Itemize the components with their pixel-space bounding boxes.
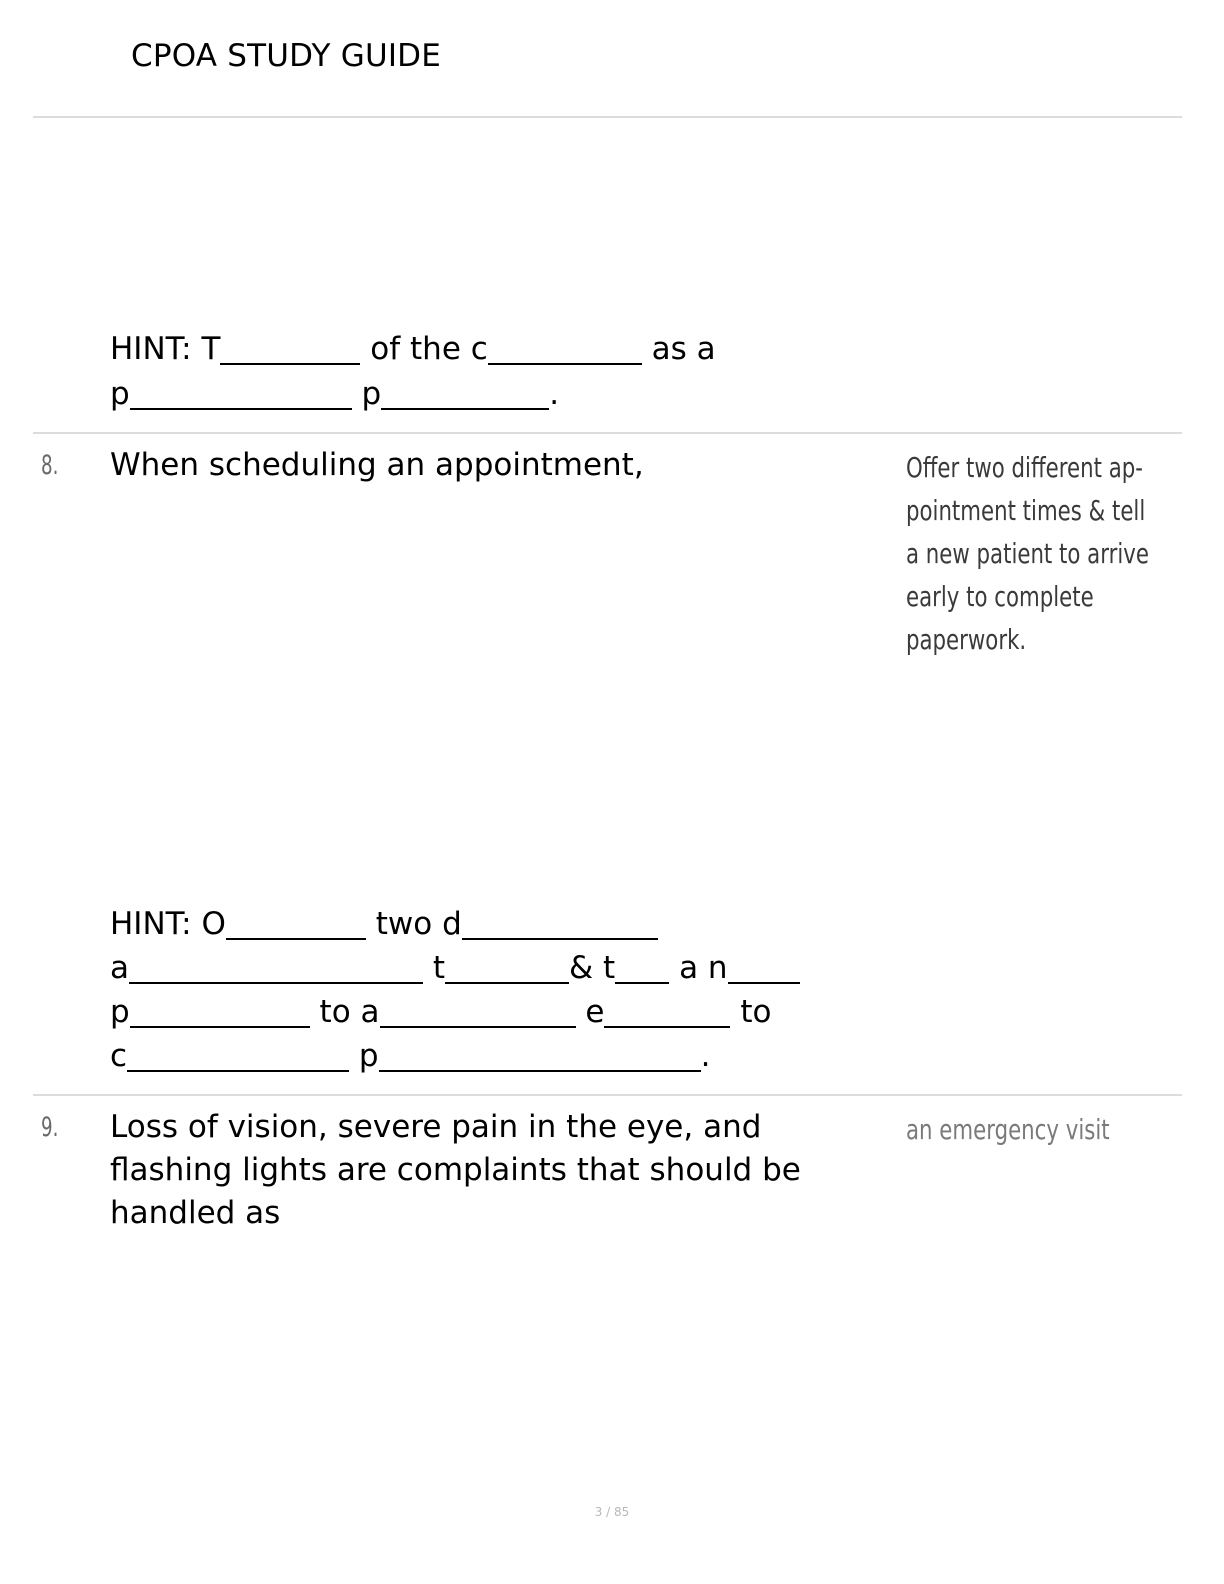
question-divider [33, 432, 1182, 434]
hint-text: to [740, 994, 772, 1030]
hint-text: c [110, 1038, 128, 1074]
blank [728, 952, 800, 984]
blank [615, 952, 669, 984]
hint-8-line-2 [110, 946, 800, 990]
answer-text: an emergency visit [906, 1113, 1110, 1146]
blank [129, 952, 423, 984]
hint-text: HINT: T [110, 331, 221, 367]
hint-text: two d [375, 906, 462, 942]
blank [381, 378, 549, 410]
hint-text: . [700, 1038, 711, 1074]
hint-text: t [432, 950, 446, 986]
hint-text: as a [651, 331, 716, 367]
hint-text: & t [569, 950, 616, 986]
hint-7-line-1 [110, 327, 716, 371]
blank [127, 1040, 349, 1072]
hint-text: . [549, 376, 560, 412]
blank [380, 996, 576, 1028]
header-divider [33, 116, 1182, 118]
blank [488, 333, 642, 365]
question-text: Loss of vision, severe pain in the eye, and flashing lights are complaints that should be handled as [110, 1109, 801, 1231]
hint-text: a n [679, 950, 728, 986]
blank [462, 908, 658, 940]
question-divider [33, 1094, 1182, 1096]
hint-text: p [110, 376, 130, 412]
hint-8-line-4 [110, 1034, 710, 1078]
question-text: When scheduling an appointment, [110, 447, 644, 483]
hint-text: to a [319, 994, 380, 1030]
blank [130, 996, 310, 1028]
question-number: 9. [41, 1112, 59, 1143]
blank [130, 378, 352, 410]
hint-text: p [358, 1038, 379, 1074]
hint-8-line-3 [110, 990, 771, 1034]
hint-text: HINT: O [110, 906, 226, 942]
blank [226, 908, 366, 940]
page-header-title: CPOA STUDY GUIDE [131, 38, 442, 74]
answer-text: Offer two different ap-pointment times & tell a new patient to arrive early to complete paperwork. [906, 451, 1149, 656]
blank [604, 996, 730, 1028]
hint-text: p [110, 994, 130, 1030]
blank [445, 952, 569, 984]
hint-7-line-2 [110, 372, 559, 416]
hint-text: e [585, 994, 605, 1030]
page-number: 3 / 85 [594, 1505, 630, 1519]
hint-text: a [110, 950, 129, 986]
blank [379, 1040, 701, 1072]
blank [220, 333, 360, 365]
hint-8-line-1 [110, 902, 658, 946]
question-number: 8. [41, 450, 59, 481]
hint-text: p [361, 376, 382, 412]
hint-text: of the c [370, 331, 488, 367]
